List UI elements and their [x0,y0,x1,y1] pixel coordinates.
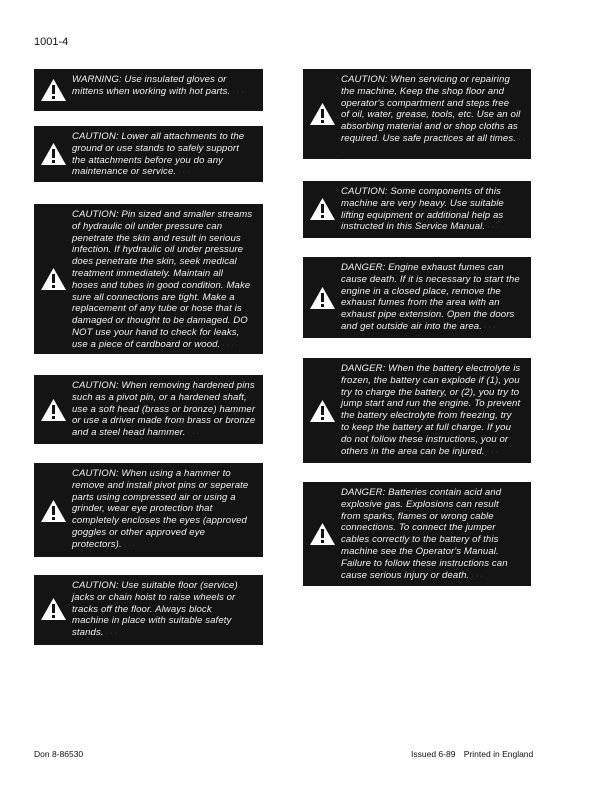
doc-number: Don 8-86530 [34,749,84,759]
warning-triangle-icon [40,597,67,621]
warning-triangle-icon [309,197,336,221]
page-number: 1001-4 [34,36,69,48]
warning-triangle-icon [40,142,67,166]
lower-attachments-caution [34,126,263,182]
warning-triangle-icon [40,267,67,291]
notice-text: DANGER: When the battery electrolyte is frozen, the battery can explode if (1), you try to charge the battery, or (2), you try to jump start and run the engine. To prevent the battery electrolyte from freezing, try to keep the battery at full charge. If you do not follow these instructions, you or others in the area can be injured. · · · [341,363,525,458]
notice-text: CAUTION: When using a hammer to remove and install pivot pins or seperate parts using compressed air or using a grinder, wear eye protection that completely encloses the eyes (approved goggles or other approved eye protectors). · · · [72,468,257,552]
warning-triangle-icon [309,102,336,126]
hardened-pins-caution [34,375,263,444]
notice-text: DANGER: Batteries contain acid and explosive gas. Explosions can result from sparks, flames or wrong cable connections. To connect the jumper cables correctly to the battery of this machine see the Operator's Manual. Failure to follow these instructions can cause serious injury or death. · · · [341,487,525,582]
warning-triangle-icon [40,499,67,523]
hot-parts-warning [34,69,263,111]
warning-triangle-icon [40,398,67,422]
notice-text: WARNING: Use insulated gloves or mittens when working with hot parts. · · · [72,74,257,99]
printed-location: Printed in England [463,749,534,759]
notice-text: CAUTION: When removing hardened pins such as a pivot pin, or a hardened shaft, use a soft head (brass or bronze) hammer or use a driver made from brass or bronze and a steel head hammer. · · · [72,380,257,440]
floor-jacks-caution [34,575,263,645]
eye-protection-caution [34,463,263,557]
footer-issue-info [411,749,539,759]
notice-text: CAUTION: Use suitable floor (service) jacks or chain hoist to raise wheels or tracks off the floor. Always block machine in place with suitable safety stands. · · · [72,580,257,640]
notice-text: CAUTION: Some components of this machine are very heavy. Use suitable lifting equipment or additional help as instructed in this Service Manual. · · · [341,186,525,234]
exhaust-fumes-danger [303,257,531,338]
notice-text: DANGER: Engine exhaust fumes can cause death. If it is necessary to start the engine in a closed place, remove the exhaust fumes from the area with an exhaust pipe extension. Open the doors and get outside air into the area. · · · [341,262,525,334]
notice-text: CAUTION: When servicing or repairing the machine, Keep the shop floor and operator's compartment and steps free of oil, water, grease, tools, etc. Use an oil absorbing material and or shop cloths as required. Use safe practices at all times. · · · [341,74,525,159]
notice-text: CAUTION: Pin sized and smaller streams of hydraulic oil under pressure can penetrate the skin and result in serious infection. If hydraulic oil under pressure does penetrate the skin, seek medical treatment immediately. Maintain all hoses and tubes in good condition. Make sure all connections are tight. Make a replacement of any tube or hose that is damaged or thought to be damaged. DO NOT use your hand to check for leaks, use a piece of cardboard or wood. · · · [72,209,257,352]
frozen-battery-danger [303,358,531,463]
hydraulic-oil-caution [34,204,263,354]
heavy-components-caution [303,181,531,238]
shop-floor-caution [303,69,531,159]
issued-date: Issued 6-89 [411,749,456,759]
warning-triangle-icon [309,522,336,546]
notice-text: CAUTION: Lower all attachments to the ground or use stands to safely support the attachments before you do any maintenance or service. · · · [72,131,257,179]
battery-acid-danger [303,482,531,586]
warning-triangle-icon [309,399,336,423]
warning-triangle-icon [309,286,336,310]
warning-triangle-icon [40,78,67,102]
